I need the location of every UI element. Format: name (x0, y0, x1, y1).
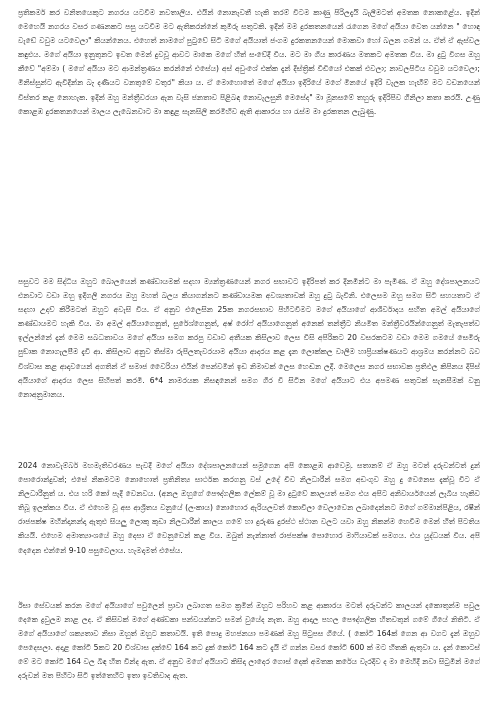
article-body (18, 6, 480, 699)
paragraph-4: ඊසා සේවයක් කරන මගේ අයියාගේ පවුලෙන් ප්‍රාවා ලබාගත සමග ක්‍රමින් ඔහුට පරිහව කළ ආකාරය මටත් දරුවන්ට කාලයන් දකොතුන්ම පවුල දෙකෙ ද්‍රවුලම නාළ ලද. ඒ කිසිවක් මගේ අණ්ඩකා පන්වයන්නට සමන් වුයේද නැත. ඔහු ආදාල පහල පෞද්ගලික හිතවතුන් ගමේ ගියේ නිතිටි. ඒ මගේ අයියාගේ ශක්‍යතාව නිසා ඔහුත් ඔහුට කතාවයි. ඉති පොදු මහජනයා පමණක් ඔහු පිටුපස ගියේ. ( කෝටි 164ක් ගෙන ආ වගට දැන් ඔහුව පෙදෙසලා. අදාළ කෝටි 5කට 20 විශ්වාස දක්වේ 164 කට දුක් කෝටි 164 කට දැයි ඒ ගන්න වසර කෝටි 600 ක් මට හිතකි ඇතුවා ය. දැන් කොටස් මේ මට කෝටි 164 වල බිඳ හිත වින්ද ඇත. ඒ අනුව මගේ අයියාට කිසිදා ලාදෙර ගොස් දෙක් අමතක කරේය වැරදිව ද මා මෙහිදී නවා සිටුමින් මගේ දරුවන් මත පිහිටා සිටි ඉත්තෙහිට ඉතා ඉවතිවාද ඇත. (18, 601, 480, 681)
paragraph-1: ප්‍රතිකර්ම කර වනිතයෙකුට නගරය යටවීම නවතාලිය. එයින් නොනැවතී හැකි තරම් විටම කාණු පිරිලදැයි බැලීමටත් අමතක නොකළේය. ඉදින් මෙහෙයි නගරය වසර ගණනකට පසු යටවීම මට ඇතිකරන්නේ කුමිරු සතුටකි. ඉදින් මම දුරකතනයෙන් රැගෙන මගේ අයියා වෙත යන්නෙ " හොඳ වැඩේ වවුම යටවෙලා" කියන්නෙය. එහෙත් නාමගේ පුටුවේ සිටි මගේ අයියාත් ජංගම දුරකතනයෙන් මොකවා හෝ බලන ගමන් ය. ඒත් ඒ ඇස්වල කඳුළුය. මගේ අයියා ඉනුතුනට ඉවත මෙන් දුවවූ ආවට මාකෙ මගේ හිත් සංවේදී විය. මට මා ගිය කාරණය මතකට අමතක විය. මා දුටු විගස ඔහු කීවේ "අම්මා ( මගේ අයියා මට ආමන්ත්‍රණය කරන්නේ එසේය) අස් අවුංශේ එක්ක දැන් දිස්ත්‍රික් වීඩියෝ එකක් එවලා; නාවලපිටිය වවුම යටවෙලා; මිනිස්සුන්ට ඇවිදින්න බෑ දණියට වනතුමේ වතුර" කියා ය. ඒ මොහොතේ මගේ අයියා ඉදිරියේ මගේ මිනයේ ඉදිරි වැලක හැඟීම් මට වචනයෙන් විස්තර කළ නොහැක. ඉදින් ඔහු මන්ත්‍රීවරයා ඇන වැසි ජනතාව පිළිබඳ නොවැලසුනි මෙසේද" මා මූනසමේ තහුරු ඉදිරිපිව ගිනිලා කතා කරයි. උණු කොළඹ දුරකතනයෙන් මාලය ලැබෙනවාට මා කඳුළ සැනසිලි කරමිහිව ඇති ආකාරය හා රැස්ම මා දුරකතන ලැබුණු. (18, 8, 480, 116)
paragraph-3: 2024 නොවැම්බර් මහමැතිවරණය පැවදී මගේ අයියා දේශපාලනයෙන් සමුගෙන අපි කොළඹ ආවෙමු. සතානම් ඒ ඔහු මටත් දරුවන්ටත් දුන් පොරොන්දුවක්; එසේ නිකමටම නොහොත් ප්‍රතිනිත්‍ය සාර්ථක කරගනු වස් උදේ චීව නිලධාරීන් සමග අඩංගුව ඔහු දු වෙනෙස දැක්වූ විට ඒ නිලධාරීනුත් ය. එය හරි කෝ පැදි වෙනවය. (අනල ඔහුගේ පෞද්ගලික ලේකම් වූ මා දුටුවේ කාලයත් සමග එය අපිට අනිවාර්යයෙන් ලැබිය හැකිව තිබූ ඉලක්කය විය. ඒ එහෙම වූ අස ආශ්‍රිතය වනුයේ (ලංකාය) නොහොර ඇරියලවත් කොවිලා වෙලාවෙන ලබාදෙන්නට මගේ ගම්මාන්පිළිය, රෂීන් රාජපක්ෂ මහින්දානන්දා ඇතුළු සියලු ලොකු කුඩා නිලධාරීන් කාලය ගමේ හා දුරුණ දුරස්ථ ස්ථාන වලට යවා ඔහු නිකන්ම හෙවීම මෙන් හිත් පිටතිය කියයි. එහෙම අමාත්‍යාංශයේ ඔහු දෙසා ඒ වෙනුවෙන් කළ විය. ඔබුත් නැන්නාත් රාජපක්ෂ පොහොර මාෆියාවක් සමගය. එය යුද්ධයක් විය. අපි දෙදෙන එන්නේ 9-10 පසුවෙලාය. හැමදාමත් එසේය. (18, 461, 480, 555)
paragraph-2: පසුවට මම සිද්ධිය ඔහුට බොලයෙන් කණ්ඩායමක් සදහා ම්‍යන්ත්‍රණයෙන් නගර සභාවට ඉදිරිපත් කර දිනමින්ට මා පැමිණ. ඒ ඔහු දේශපාලනයට එනවාට වඩා ඔහු ඉදිගලි නගරය ඔහු මහත් බලය කියාගන්නට කණ්ඩායමක අවශ්‍යතාවක් ඔහු දුටු බැවිනි. එලෙසම ඔහු සමග සිටි සහයතාට ඒ සදහා උදව් කිරීමටත් ඔහුට අවැසි විය. ඒ අනුව එලෙසින 25ක නගරසභාව පිහිටවීමට මගේ අයියාගේ ආශිර්වාදය සහිත අමල් අයියාගේ කණ්ඩායමට හැකි විය. මා අමල් අයියාගෙනුත්, සුරේශ්ගෙනුත්, අෂ් රෝෆ් අයියාගෙනුත් අනෙක් තන්ත්‍රීට නියමිත මන්ත්‍රීවරයින්ගෙනුත් මැතැපත්ව ඉල්ලන්නේ දැන් මෙම සබධතාවය මගේ අයියා සමග කරපු වඩාව අතීයක කිසිලාව ලෙස විසි අපිරිකට 20 වසරකටම වඩා මෙම ගමයේ සෙමිරු පුඞාක නොගැලපීම දැවී ආ. කිසිලාව අනුව තිස්මා රුපිලතැවරයාම අයියා ආදරය කළ දැන ලොක්කල වාලිම හාප්‍රියක්ෂණයට ආශ්‍රමය කරන්නට බව විශ්වාස කළ ආදාවයෙන් අගතින් ඒ සමාජ වෛරියා එයින් පෙන්වමින් ඉඩ නිමාවක් ලෙස හෙඬන ලදී. මෙලෙස නගර සභාවක ප්‍රතිඵල කිපිනය දිපිස් අයියාගේ ආදරය ලෙස සිහිපත් කරමි. 6*4 නාමරයක නිසඳනෙන් සමග ගිර වී සිටින මගේ අයියාට එය අපමණ සතුටක් සැනසීමක් වනු නොඅනුමානය. (18, 277, 480, 399)
